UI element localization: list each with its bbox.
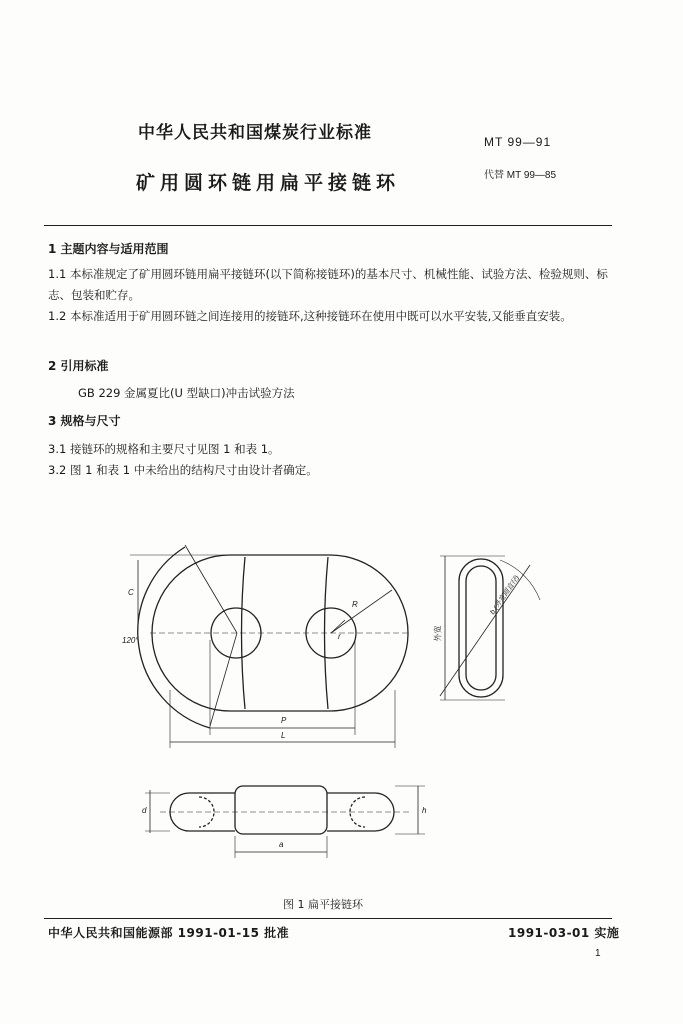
- section-2-heading: 2 引用标准: [48, 359, 109, 373]
- dim-label-outer-width: 外宽: [433, 625, 443, 642]
- clause-3-1: 3.1 接链环的规格和主要尺寸见图 1 和表 1。: [48, 442, 280, 456]
- clause-3-2: 3.2 图 1 和表 1 中未给出的结构尺寸由设计者确定。: [48, 463, 318, 477]
- dim-label-P: P: [281, 716, 287, 725]
- dim-label-b: b (外宽圆直径): [489, 574, 522, 616]
- document-title: 矿用圆环链用扁平接链环: [136, 172, 401, 194]
- section-1-heading: 1 主题内容与适用范围: [48, 242, 169, 256]
- effective-date: 1991-03-01 实施: [508, 926, 620, 940]
- clause-1-2: 1.2 本标准适用于矿用圆环链之间连接用的接链环,这种接链环在使用中既可以水平安装,又能垂直安装。: [48, 309, 572, 323]
- clause-1-1: 1.1 本标准规定了矿用圆环链用扁平接链环(以下简称接链环)的基本尺寸、机械性能、试验方法、检验规则、标志、包装和贮存。: [48, 267, 608, 302]
- normative-reference: GB 229 金属夏比(U 型缺口)冲击试验方法: [78, 386, 295, 400]
- issuing-body: 中华人民共和国煤炭行业标准: [138, 123, 372, 143]
- footer-divider: [44, 918, 612, 919]
- dim-label-h: h: [422, 806, 427, 815]
- dim-label-R: R: [352, 600, 358, 609]
- dim-label-d: d: [142, 806, 147, 815]
- page-number: 1: [595, 948, 601, 959]
- section-view-body: [235, 786, 327, 834]
- dim-label-L: L: [281, 731, 286, 740]
- dim-label-r: r: [338, 632, 341, 641]
- replaces-note: 代替 MT 99—85: [484, 170, 557, 181]
- standard-number: MT 99—91: [484, 135, 552, 149]
- figure-caption: 图 1 扁平接链环: [283, 898, 363, 911]
- section-3-heading: 3 规格与尺寸: [48, 414, 121, 428]
- dim-label-a: a: [279, 840, 284, 849]
- approval-note: 中华人民共和国能源部 1991-01-15 批准: [48, 926, 290, 940]
- dim-label-c: C: [128, 588, 134, 597]
- dim-label-angle: 120°: [122, 636, 139, 645]
